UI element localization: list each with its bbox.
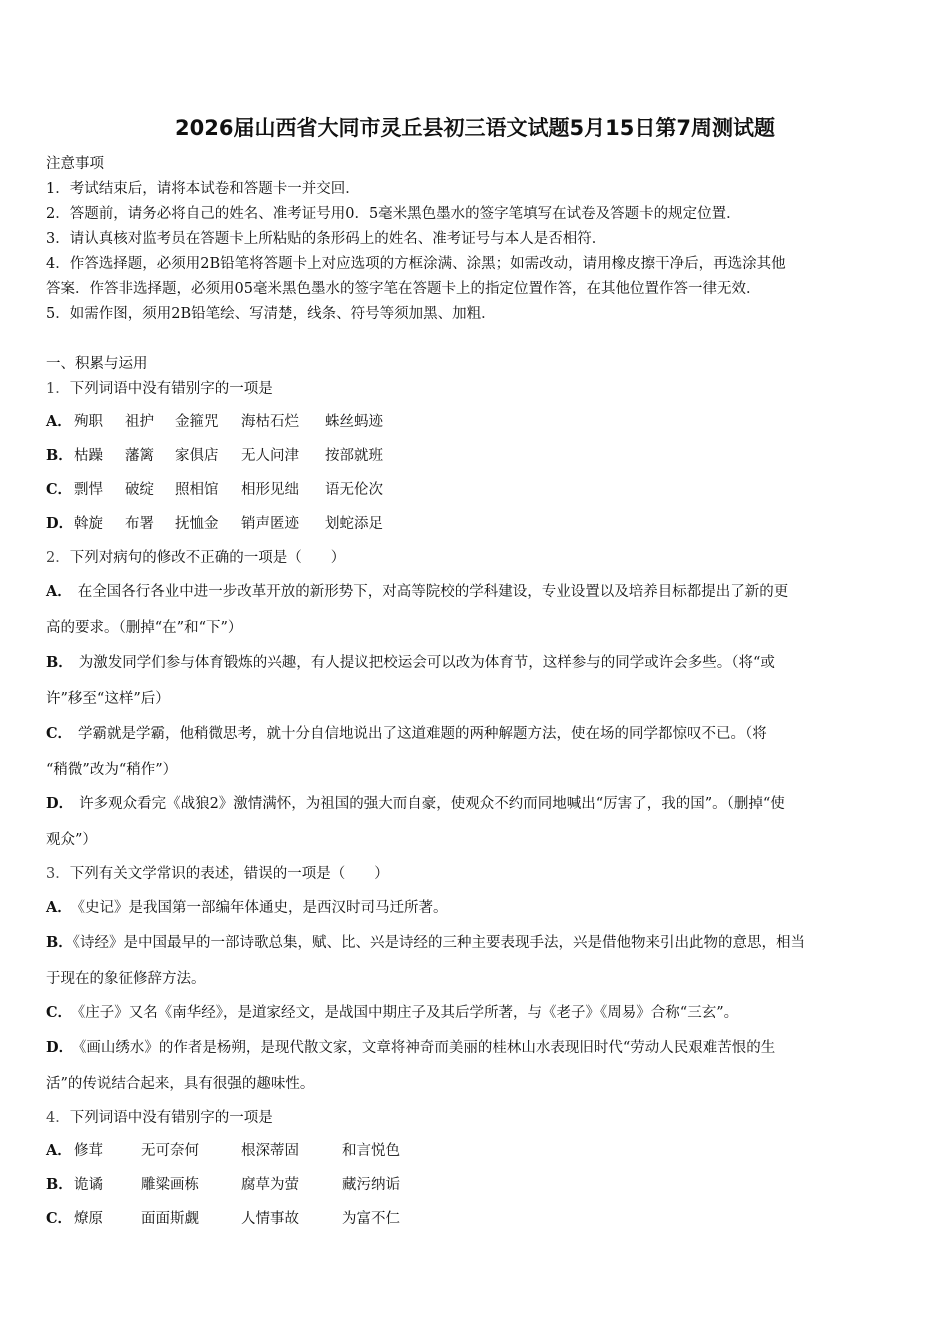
option-word: 销声匿迹 <box>241 516 299 532</box>
option-text: 许多观众看完《战狼2》激情满怀，为祖国的强大而自豪，使观众不约而同地喊出“厉害了，我的国”。（删掉“使 <box>79 796 785 812</box>
option-text: 《史记》是我国第一部编年体通史，是西汉时司马迁所著。 <box>77 900 448 916</box>
option-label: B． <box>46 447 73 464</box>
option-word: 剽悍 <box>74 482 103 498</box>
option-line-cont: 高的要求。（删掉“在”和“下”） <box>46 620 243 636</box>
question-number: 1． <box>46 381 70 397</box>
question-text: 下列词语中没有错别字的一项是 <box>69 1110 273 1126</box>
option-line-cont: 许”移至“这样”后） <box>46 691 170 707</box>
option-label: A． <box>46 583 72 600</box>
option-line-cont: 观众”） <box>46 832 97 848</box>
question-number: 4． <box>46 1110 70 1126</box>
option-label: B． <box>46 654 73 671</box>
option-word: 祖护 <box>125 414 154 430</box>
option-label: C． <box>46 725 73 742</box>
option-label: D． <box>46 515 74 532</box>
option-line <box>46 722 767 743</box>
notice-item: 1．考试结束后，请将本试卷和答题卡一并交回． <box>46 181 360 197</box>
option-word: 藩篱 <box>125 448 154 464</box>
option-word: 蛛丝蚂迹 <box>325 414 383 430</box>
option-word: 抚恤金 <box>175 516 219 532</box>
option-text: 《庄子》又名《南华经》，是道家经文，是战国中期庄子及其后学所著，与《老子》《周易》合称“三玄”。 <box>78 1005 739 1021</box>
option-line <box>46 580 788 601</box>
option-line <box>46 1001 738 1022</box>
option-label: A． <box>46 1142 72 1159</box>
option-text: 为激发同学们参与体育锻炼的兴趣，有人提议把校运会可以改为体育节，这样参与的同学或许会多些。（将“或 <box>78 655 775 671</box>
option-word: 修茸 <box>74 1143 103 1159</box>
option-word: 破绽 <box>125 482 154 498</box>
option-line <box>46 931 805 952</box>
option-text: 《诗经》是中国最早的一部诗歌总集，赋、比、兴是诗经的三种主要表现手法，兴是借他物来引出此物的意思，相当 <box>72 935 806 951</box>
notice-item: 3．请认真核对监考员在答题卡上所粘贴的条形码上的姓名、准考证号与本人是否相符． <box>46 231 607 247</box>
option-word: 布署 <box>125 516 154 532</box>
option-word: 诡谲 <box>74 1177 103 1193</box>
option-word: 燎原 <box>74 1211 103 1227</box>
option-word: 根深蒂固 <box>241 1143 299 1159</box>
option-line-cont: 活”的传说结合起来，具有很强的趣味性。 <box>46 1076 315 1092</box>
option-word: 无人问津 <box>241 448 299 464</box>
option-label: B． <box>46 934 73 951</box>
option-label: C． <box>46 481 73 498</box>
option-word: 语无伦次 <box>325 482 383 498</box>
option-word: 无可奈何 <box>141 1143 199 1159</box>
option-text: 《画山绣水》的作者是杨朔，是现代散文家，文章将神奇而美丽的桂林山水表现旧时代“劳动人民艰难苦恨的生 <box>79 1040 776 1056</box>
option-line <box>46 651 775 672</box>
option-word: 照相馆 <box>175 482 219 498</box>
question-4-stem <box>46 1106 273 1127</box>
option-label: D． <box>46 795 74 812</box>
notice-item: 答案．作答非选择题，必须用05毫米黑色墨水的签字笔在答题卡上的指定位置作答，在其他位置作答一律无效． <box>46 281 761 297</box>
question-text: 下列对病句的修改不正确的一项是（ ） <box>69 550 346 566</box>
option-word: 人情事故 <box>241 1211 299 1227</box>
option-word: 相形见绌 <box>241 482 299 498</box>
option-label: A． <box>46 899 72 916</box>
option-word: 枯躁 <box>74 448 103 464</box>
question-text: 下列词语中没有错别字的一项是 <box>69 381 273 397</box>
question-2-stem <box>46 546 345 567</box>
option-line <box>46 896 448 917</box>
option-word: 海枯石烂 <box>241 414 299 430</box>
option-label: D． <box>46 1039 74 1056</box>
option-label: B． <box>46 1176 73 1193</box>
option-word: 雕粱画栋 <box>141 1177 199 1193</box>
option-line-cont: 于现在的象征修辞方法。 <box>46 971 206 987</box>
question-3-stem <box>46 862 389 883</box>
notice-heading: 注意事项 <box>46 156 104 172</box>
question-number: 2． <box>46 550 70 566</box>
question-1-stem <box>46 377 273 398</box>
option-line <box>46 792 785 813</box>
option-label: A． <box>46 413 72 430</box>
option-word: 和言悦色 <box>342 1143 400 1159</box>
option-word: 为富不仁 <box>342 1211 400 1227</box>
question-text: 下列有关文学常识的表述，错误的一项是（ ） <box>69 866 389 882</box>
option-label: C． <box>46 1210 73 1227</box>
notice-item: 2．答题前，请务必将自己的姓名、准考证号用0．5毫米黑色墨水的签字笔填写在试卷及答题卡的规定位置． <box>46 206 741 222</box>
option-text: 在全国各行各业中进一步改革开放的新形势下，对高等院校的学科建设，专业设置以及培养目标都提出了新的更 <box>77 584 789 600</box>
option-word: 斡旋 <box>74 516 103 532</box>
option-line <box>46 1036 775 1057</box>
page-title: 2026届山西省大同市灵丘县初三语文试题5月15日第7周测试题 <box>175 116 775 140</box>
option-word: 按部就班 <box>325 448 383 464</box>
option-word: 殉职 <box>74 414 103 430</box>
option-word: 家俱店 <box>175 448 219 464</box>
section-heading: 一、积累与运用 <box>46 356 148 372</box>
option-word: 划蛇添足 <box>325 516 383 532</box>
option-word: 藏污纳诟 <box>342 1177 400 1193</box>
question-number: 3． <box>46 866 70 882</box>
notice-item: 4．作答选择题，必须用2B铅笔将答题卡上对应选项的方框涂满、涂黑；如需改动，请用橡皮擦干净后，再选涂其他 <box>46 256 786 272</box>
option-line-cont: “稍微”改为“稍作”） <box>46 762 178 778</box>
option-label: C． <box>46 1004 73 1021</box>
option-word: 金箍咒 <box>175 414 219 430</box>
option-text: 学霸就是学霸，他稍微思考，就十分自信地说出了这道难题的两种解题方法，使在场的同学都惊叹不已。（将 <box>78 726 767 742</box>
notice-item: 5．如需作图，须用2B铅笔绘、写清楚，线条、符号等须加黑、加粗． <box>46 306 496 322</box>
option-word: 腐草为萤 <box>241 1177 299 1193</box>
option-word: 面面斯觑 <box>141 1211 199 1227</box>
